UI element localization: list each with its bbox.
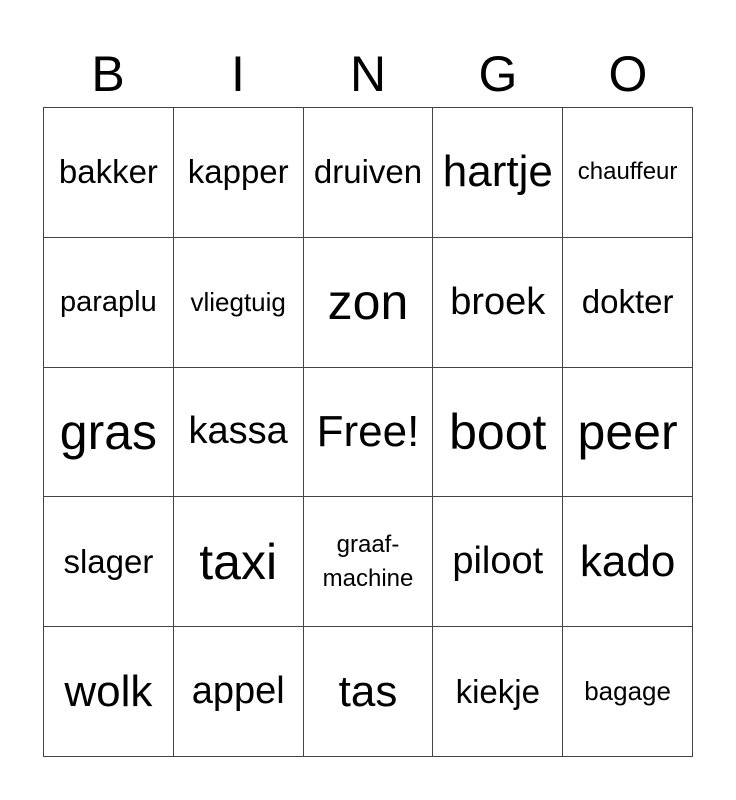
- cell-label: appel: [191, 670, 285, 713]
- cell-label: chauffeur: [577, 158, 678, 186]
- free-space-label: Free!: [316, 406, 420, 456]
- cell-label: piloot: [452, 540, 544, 583]
- bingo-cell-r2c4[interactable]: [433, 238, 563, 368]
- bingo-cell-r1c5[interactable]: [563, 108, 693, 238]
- bingo-cell-free[interactable]: [304, 368, 434, 498]
- cell-label: broek: [450, 280, 546, 323]
- bingo-cell-r4c5[interactable]: [563, 497, 693, 627]
- header-letter-i: I: [231, 46, 245, 102]
- cell-label: gras: [59, 403, 158, 460]
- cell-label: hartje: [442, 147, 553, 197]
- bingo-cell-r4c1[interactable]: [44, 497, 174, 627]
- bingo-header: [43, 42, 693, 106]
- bingo-cell-r3c4[interactable]: [433, 368, 563, 498]
- cell-label: bakker: [58, 153, 158, 191]
- bingo-cell-r5c5[interactable]: [563, 627, 693, 757]
- cell-label: kado: [579, 536, 676, 586]
- header-letter-b: B: [91, 46, 125, 102]
- cell-label: bagage: [584, 676, 671, 707]
- bingo-grid: [43, 107, 693, 757]
- bingo-cell-r3c5[interactable]: [563, 368, 693, 498]
- header-letter-o: O: [608, 46, 648, 102]
- bingo-cell-r5c2[interactable]: [174, 627, 304, 757]
- cell-label: paraplu: [60, 285, 157, 318]
- cell-label: slager: [63, 542, 154, 580]
- cell-label: dokter: [581, 283, 674, 321]
- bingo-cell-r2c5[interactable]: [563, 238, 693, 368]
- cell-label: wolk: [64, 666, 153, 716]
- bingo-cell-r2c3[interactable]: [304, 238, 434, 368]
- bingo-cell-r4c2[interactable]: [174, 497, 304, 627]
- cell-label: kiekje: [455, 672, 540, 710]
- bingo-cell-r1c3[interactable]: [304, 108, 434, 238]
- bingo-cell-r2c2[interactable]: [174, 238, 304, 368]
- cell-label: peer: [577, 403, 678, 460]
- bingo-cell-r3c2[interactable]: [174, 368, 304, 498]
- cell-label: kapper: [187, 153, 289, 191]
- bingo-cell-r3c1[interactable]: [44, 368, 174, 498]
- bingo-cell-r1c4[interactable]: [433, 108, 563, 238]
- cell-label: taxi: [199, 533, 278, 590]
- bingo-cell-r1c2[interactable]: [174, 108, 304, 238]
- header-letter-n: N: [349, 46, 387, 102]
- bingo-cell-r4c3[interactable]: [304, 497, 434, 627]
- bingo-cell-r1c1[interactable]: [44, 108, 174, 238]
- cell-label: boot: [449, 403, 547, 460]
- bingo-cell-r5c3[interactable]: [304, 627, 434, 757]
- cell-label: druiven: [313, 153, 423, 191]
- cell-label: tas: [338, 666, 398, 716]
- bingo-cell-r5c4[interactable]: [433, 627, 563, 757]
- cell-label: graaf-machine: [322, 530, 414, 592]
- cell-label: zon: [327, 274, 409, 331]
- bingo-cell-r2c1[interactable]: [44, 238, 174, 368]
- header-letter-g: G: [478, 46, 518, 102]
- bingo-cell-r5c1[interactable]: [44, 627, 174, 757]
- cell-label: vliegtuig: [190, 286, 286, 317]
- cell-label: kassa: [188, 410, 288, 453]
- bingo-cell-r4c4[interactable]: [433, 497, 563, 627]
